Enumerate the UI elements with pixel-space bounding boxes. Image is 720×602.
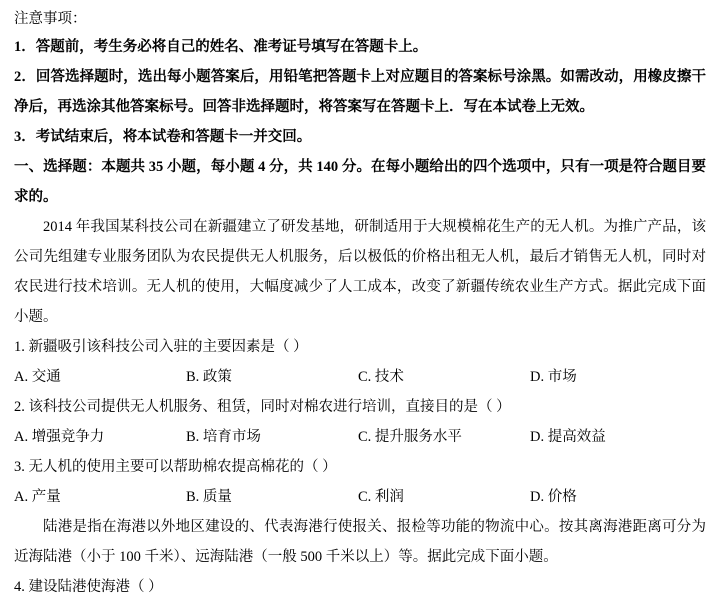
question-1-option-d[interactable]: D. 市场 — [530, 369, 577, 385]
notice-item-3-dot: ． — [21, 129, 36, 145]
passage-1: 2014 年我国某科技公司在新疆建立了研发基地，研制适用于大规模棉花生产的无人机。为推广产品，该公司先组建专业服务团队为农民提供无人机服务，后以极低的价格出租无人机，最后才销售无人机，同时对农民进行技术培训。无人机的使用，大幅度减少了人工成本，改变了新疆传统农业生产方式。据此完成下面小题。 — [14, 219, 706, 325]
question-1-option-b[interactable]: B. 政策 — [186, 369, 232, 385]
question-1-option-c[interactable]: C. 技术 — [358, 369, 404, 385]
question-3-option-b[interactable]: B. 质量 — [186, 489, 232, 505]
question-2-option-b[interactable]: B. 培育市场 — [186, 429, 261, 445]
question-1-option-a[interactable]: A. 交通 — [14, 369, 61, 385]
question-2-option-c[interactable]: C. 提升服务水平 — [358, 429, 462, 445]
question-2-options — [14, 422, 706, 452]
question-2-option-a[interactable]: A. 增强竞争力 — [14, 429, 105, 445]
notice-item-2-dot: ． — [21, 69, 36, 85]
question-1-options — [14, 362, 706, 392]
question-3-option-a[interactable]: A. 产量 — [14, 489, 61, 505]
notice-item-1-number: 1 — [14, 39, 22, 55]
question-3-stem: 3. 无人机的使用主要可以帮助棉农提高棉花的（ ） — [14, 459, 337, 475]
notice-item-2-text: 回答选择题时，选出每小题答案后，用铅笔把答题卡上对应题目的答案标号涂黑。如需改动，用橡皮擦干净后，再选涂其他答案标号。回答非选择题时，将答案写在答题卡上．写在本试卷上无效。 — [14, 69, 706, 115]
notice-heading: 注意事项： — [14, 11, 87, 27]
notice-item-2 — [14, 62, 706, 122]
passage-2: 陆港是指在海港以外地区建设的、代表海港行使报关、报检等功能的物流中心。按其离海港距离可分为近海陆港（小于 100 千米）、远海陆港（一般 500 千米以上）等。据此完成下面小题。 — [14, 519, 706, 565]
question-3-option-c[interactable]: C. 利润 — [358, 489, 404, 505]
question-3-option-d[interactable]: D. 价格 — [530, 489, 577, 505]
question-1-stem: 1. 新疆吸引该科技公司入驻的主要因素是（ ） — [14, 339, 308, 355]
question-2-option-d[interactable]: D. 提高效益 — [530, 429, 606, 445]
notice-item-1-dot: ． — [21, 39, 36, 55]
question-2-stem: 2. 该科技公司提供无人机服务、租赁，同时对棉农进行培训，直接目的是（ ） — [14, 399, 511, 415]
notice-item-3-text: 考试结束后，将本试卷和答题卡一并交回。 — [35, 129, 312, 145]
question-4-stem: 4. 建设陆港使海港（ ） — [14, 579, 163, 595]
question-3-options — [14, 482, 706, 512]
section-heading: 一、选择题：本题共 35 小题，每小题 4 分，共 140 分。在每小题给出的四个选项中，只有一项是符合题目要求的。 — [14, 159, 706, 205]
notice-item-3 — [14, 122, 706, 152]
notice-item-1-text: 答题前，考生务必将自己的姓名、准考证号填写在答题卡上。 — [35, 39, 428, 55]
notice-item-2-number: 2 — [14, 69, 22, 85]
notice-item-1 — [14, 32, 706, 62]
notice-item-3-number: 3 — [14, 129, 22, 145]
